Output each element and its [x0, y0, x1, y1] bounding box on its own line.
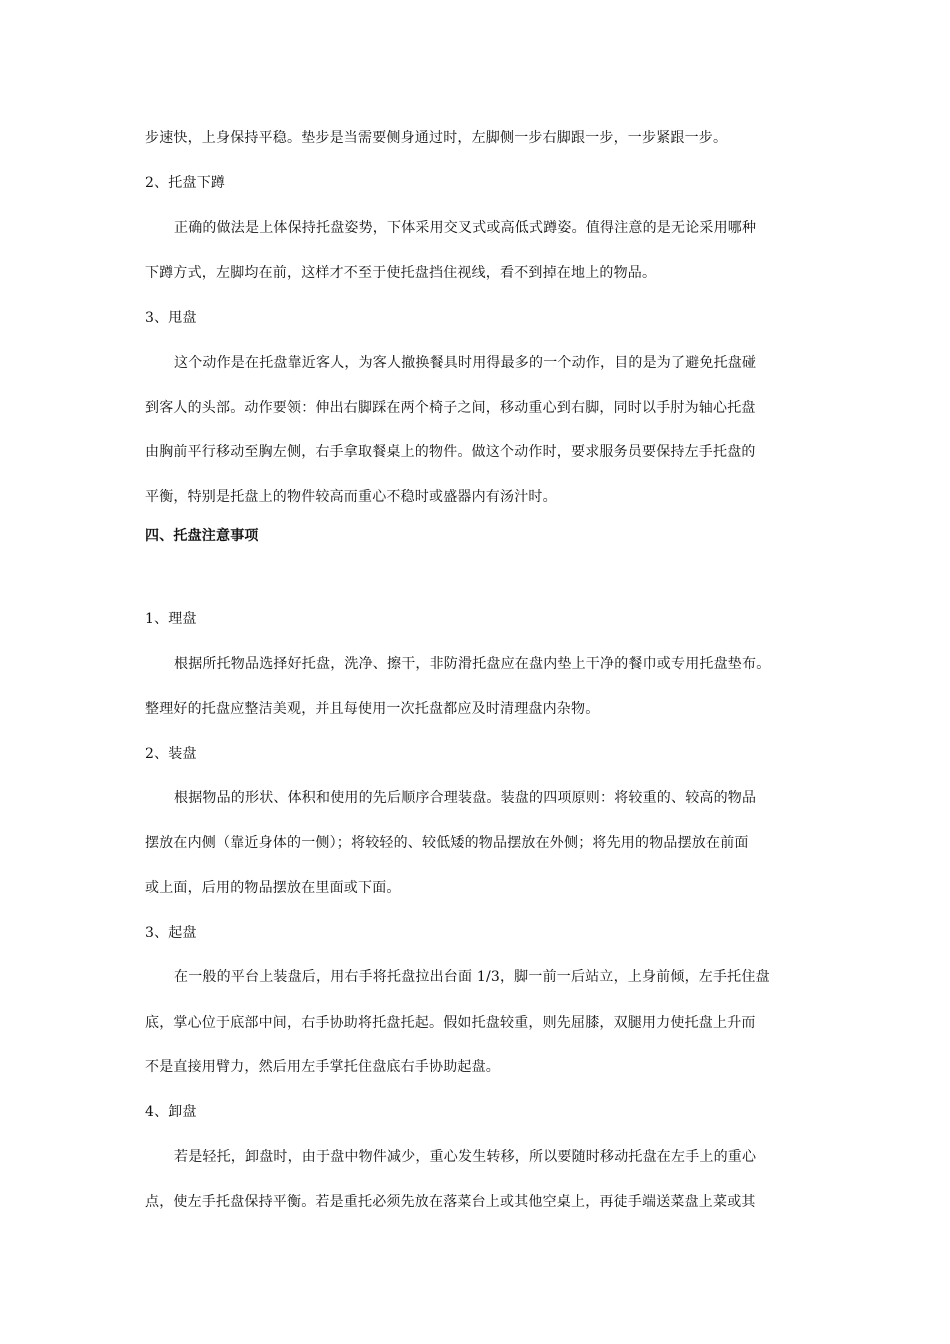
section-heading: 四、托盘注意事项: [145, 528, 259, 544]
section-subheading: 3、起盘: [145, 925, 197, 941]
body-text-line: 摆放在内侧（靠近身体的一侧）；将较轻的、较低矮的物品摆放在外侧；将先用的物品摆放在前面: [145, 835, 749, 851]
body-text-line: 根据所托物品选择好托盘，洗净、擦干，非防滑托盘应在盘内垫上干净的餐巾或专用托盘垫布。: [174, 656, 771, 672]
body-text-line: 平衡，特别是托盘上的物件较高而重心不稳时或盛器内有汤汁时。: [145, 489, 557, 505]
section-subheading: 2、托盘下蹲: [145, 175, 226, 191]
body-text-line: 步速快，上身保持平稳。垫步是当需要侧身通过时，左脚侧一步右脚跟一步，一步紧跟一步。: [145, 130, 728, 146]
section-subheading: 3、甩盘: [145, 310, 197, 326]
body-text-line: 若是轻托，卸盘时，由于盘中物件减少，重心发生转移，所以要随时移动托盘在左手上的重心: [174, 1149, 757, 1165]
body-text-line: 或上面，后用的物品摆放在里面或下面。: [145, 880, 401, 896]
section-subheading: 4、卸盘: [145, 1104, 197, 1120]
body-text-line: 由胸前平行移动至胸左侧，右手拿取餐桌上的物件。做这个动作时，要求服务员要保持左手托盘的: [145, 444, 756, 460]
body-text-line: 这个动作是在托盘靠近客人，为客人撤换餐具时用得最多的一个动作，目的是为了避免托盘碰: [174, 355, 757, 371]
body-text-line: 到客人的头部。动作要领：伸出右脚踩在两个椅子之间，移动重心到右脚，同时以手肘为轴心托盘: [145, 400, 756, 416]
section-subheading: 1、理盘: [145, 611, 197, 627]
body-text-line: 不是直接用臂力，然后用左手掌托住盘底右手协助起盘。: [145, 1059, 500, 1075]
body-text-line: 正确的做法是上体保持托盘姿势，下体采用交叉式或高低式蹲姿。值得注意的是无论采用哪种: [174, 220, 757, 236]
body-text-line: 底，掌心位于底部中间，右手协助将托盘托起。假如托盘较重，则先屈膝，双腿用力使托盘上升而: [145, 1015, 756, 1031]
body-text-line: 下蹲方式，左脚均在前，这样才不至于使托盘挡住视线，看不到掉在地上的物品。: [145, 265, 657, 281]
body-text-line: 整理好的托盘应整洁美观，并且每使用一次托盘都应及时清理盘内杂物。: [145, 701, 600, 717]
body-text-line: 根据物品的形状、体积和使用的先后顺序合理装盘。装盘的四项原则：将较重的、较高的物品: [174, 790, 757, 806]
body-text-line: 点，使左手托盘保持平衡。若是重托必须先放在落菜台上或其他空桌上，再徒手端送菜盘上菜或其: [145, 1194, 756, 1210]
body-text-line: 在一般的平台上装盘后，用右手将托盘拉出台面 1/3，脚一前一后站立，上身前倾，左手托住盘: [174, 969, 770, 985]
section-subheading: 2、装盘: [145, 746, 197, 762]
